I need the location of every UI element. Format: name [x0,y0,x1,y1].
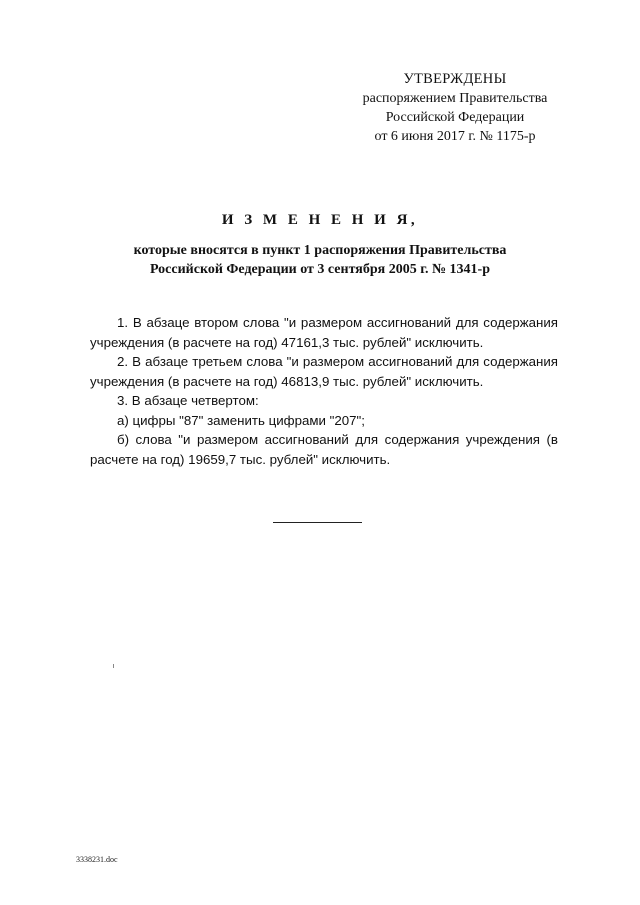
paragraph-item-3: 3. В абзаце четвертом: [117,393,259,408]
approval-date-number: от 6 июня 2017 г. № 1175-р [374,129,536,144]
document-title-block [90,212,550,279]
closing-separator-line [273,522,362,523]
approval-authority: распоряжением Правительства [362,91,548,106]
document-heading: И З М Е Н Е Н И Я, [221,212,419,228]
paragraph-item-3b: б) слова "и размером ассигнований для содержания учреждения (в расчете на год) 19659,7 тыс. рублей" исключить. [90,432,558,467]
scan-mark [113,664,114,668]
approval-block [340,70,570,146]
document-subheading-line-1: которые вносятся в пункт 1 распоряжения Правительства [133,243,507,258]
approval-country: Российской Федерации [385,110,525,125]
paragraph-item-3a: а) цифры "87" заменить цифрами "207"; [117,412,365,428]
footer-file-name: 3338231.doc [76,855,118,864]
document-subheading-line-2: Российской Федерации от 3 сентября 2005 г. № 1341-р [149,262,491,277]
paragraph-item-2: 2. В абзаце третьем слова "и размером ассигнований для содержания учреждения (в расчете на год) 46813,9 тыс. рублей" исключить. [90,354,558,389]
paragraph-item-1: 1. В абзаце втором слова "и размером ассигнований для содержания учреждения (в расчете на год) 47161,3 тыс. рублей" исключить. [90,315,558,350]
approved-heading: УТВЕРЖДЕНЫ [403,71,507,87]
document-body [90,313,558,469]
